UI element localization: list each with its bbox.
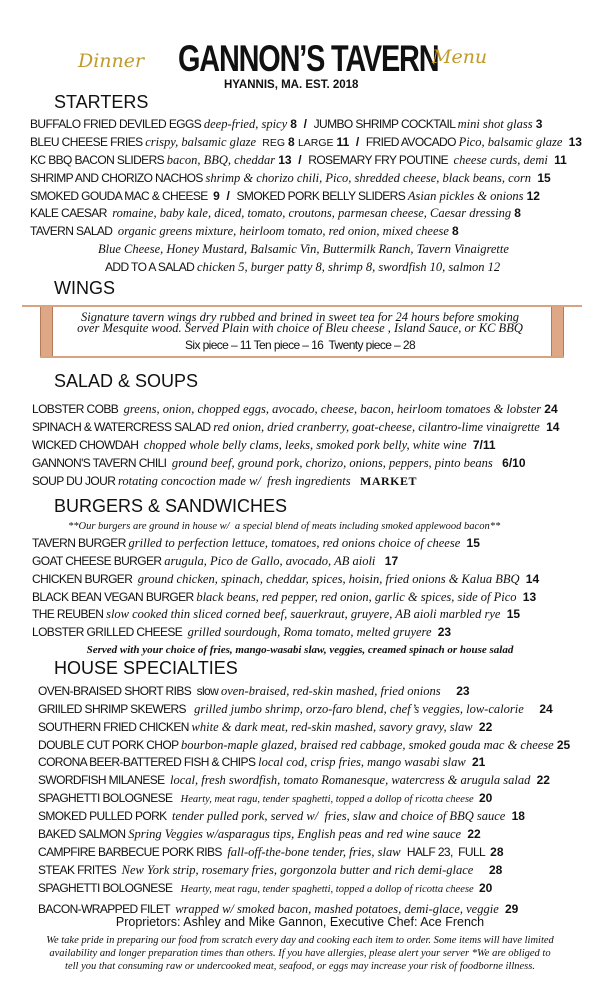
item-price: 13 /	[278, 153, 309, 167]
item-price: 22	[467, 827, 481, 841]
item-description: Blue Cheese, Honey Mustard, Balsamic Vin, Buttermilk Ranch, Tavern Vinaigrette	[98, 242, 509, 256]
item-price: 22	[478, 720, 493, 734]
item-description: red onion, dried cranberry, goat-cheese, cilantro-lime vinaigrette	[213, 420, 547, 434]
item-name: HALF 23, FULL	[406, 845, 491, 859]
item-name: WICKED CHOWDAH	[32, 438, 144, 452]
item-name: STEAK FRITES	[38, 863, 122, 877]
item-description: tender pulled pork, served w/ fries, slaw and choice of BBQ sauce	[172, 809, 512, 823]
item-price: 22	[536, 773, 550, 787]
item-description: local cod, crisp fries, mango wasabi slaw	[258, 755, 472, 769]
specialties-line	[38, 881, 492, 897]
item-price: 17	[384, 554, 399, 568]
item-description: fall-off-the-bone tender, fries, slaw	[227, 845, 407, 859]
wings-box-top	[22, 305, 582, 307]
item-price: 14	[525, 572, 540, 586]
specialties-line	[38, 720, 492, 734]
item-name: SPAGHETTI BOLOGNESE	[38, 791, 181, 805]
item-price: 8 /	[290, 117, 314, 131]
specialties-line	[38, 809, 525, 823]
specialties-line	[38, 755, 485, 769]
item-name: ADD TO A SALAD	[105, 260, 197, 274]
specialties-line	[38, 773, 550, 787]
item-price: 24	[539, 702, 553, 716]
item-price: 8	[287, 135, 298, 149]
specialties-line	[38, 702, 553, 716]
item-price: 18	[511, 809, 525, 823]
item-description: white & dark meat, red-skin mashed, savory gravy, slaw	[191, 720, 479, 734]
salads-line	[32, 420, 559, 434]
item-description: chicken 5, burger patty 8, shrimp 8, swordfish 10, salmon 12	[196, 260, 501, 274]
item-description: wrapped w/ smoked bacon, mashed potatoes, demi-glace, veggie	[175, 902, 505, 916]
item-description: Pico, balsamic glaze	[458, 135, 569, 149]
starters-line	[30, 135, 582, 150]
heading-house-specialties: HOUSE SPECIALTIES	[54, 658, 238, 678]
burgers-line	[32, 625, 451, 639]
notice-line: tell you that consuming raw or undercooked meat, seafood, or eggs may increase your risk of foodborne illness.	[65, 961, 535, 972]
size-label: LARGE	[297, 137, 337, 149]
item-name: GANNON'S TAVERN CHILI	[32, 456, 172, 470]
item-name: CHICKEN BURGER	[32, 572, 138, 586]
item-description: shrimp & chorizo chili, Pico, shredded cheese, black beans, corn	[205, 171, 538, 185]
item-name: GRIILED SHRIMP SKEWERS	[38, 702, 195, 716]
burgers-line	[0, 642, 600, 657]
item-description: crispy, balsamic glaze	[145, 135, 263, 149]
item-name: KALE CAESAR	[30, 206, 113, 220]
starters-line	[98, 242, 509, 256]
item-price: 21	[472, 755, 486, 769]
market-price: MARKET	[360, 474, 417, 488]
item-price: 9 /	[213, 189, 237, 203]
dinner-label: Dinner	[78, 50, 145, 72]
salads-line	[32, 456, 526, 470]
item-price: 28	[490, 845, 504, 859]
notice-line: availability and longer preparation times than others. If you have allergies, please alert your server *We are obliged to	[49, 948, 551, 959]
item-price: 23	[456, 684, 470, 698]
starters-line	[30, 206, 521, 220]
item-name: LOBSTER GRILLED CHEESE	[32, 625, 188, 639]
note-text: Hearty, meat ragu, tender spaghetti, topped a dollop of ricotta cheese	[180, 794, 479, 805]
item-price: 25	[556, 738, 571, 752]
item-price: 8	[452, 224, 459, 238]
item-description: ground chicken, spinach, cheddar, spices, hoisin, fried onions & Kalua BBQ	[137, 572, 526, 586]
heading-burgers: BURGERS & SANDWICHES	[54, 496, 288, 516]
starters-line	[30, 153, 567, 167]
item-price: 13	[568, 135, 582, 149]
item-name: SPINACH & WATERCRESS SALAD	[32, 420, 214, 434]
item-price: 20	[478, 881, 493, 895]
starters-line	[30, 189, 540, 203]
item-name: SPAGHETTI BOLOGNESE	[38, 881, 181, 895]
item-name: JUMBO SHRIMP COCKTAIL	[313, 117, 458, 131]
note-text: Hearty, meat ragu, tender spaghetti, topped a dollop of ricotta cheese	[180, 884, 479, 895]
item-name: SOUTHERN FRIED CHICKEN	[38, 720, 192, 734]
burgers-line	[32, 536, 480, 550]
item-name: GOAT CHEESE BURGER	[32, 554, 165, 568]
specialties-line	[38, 845, 504, 859]
starters-line	[30, 224, 459, 238]
notice-line: We take pride in preparing our food from scratch every day and cooking each item to order. Some items will have limited	[46, 935, 554, 946]
salads-line	[32, 438, 496, 452]
menu-label: Menu	[432, 46, 488, 68]
item-name: CAMPFIRE BARBECUE PORK RIBS	[38, 845, 228, 859]
item-price: 20	[478, 791, 493, 805]
item-name: SMOKED GOUDA MAC & CHEESE	[30, 189, 214, 203]
burgers-line	[32, 607, 520, 621]
sides-note: Served with your choice of fries, mango-wasabi slaw, veggies, creamed spinach or house salad	[86, 644, 514, 656]
wings-line	[0, 338, 600, 352]
wings-line	[0, 321, 600, 335]
item-name: BLACK BEAN VEGAN BURGER	[32, 590, 197, 604]
item-price: 28	[488, 863, 503, 877]
item-description: grilled jumbo shrimp, orzo-faro blend, chef’s veggies, low-calorie	[194, 702, 540, 716]
item-name: SOUP DU JOUR	[32, 474, 118, 488]
item-name: Six piece – 11 Ten piece – 16 Twenty piece – 28	[184, 338, 416, 352]
starters-line	[105, 260, 500, 274]
item-name: CORONA BEER-BATTERED FISH & CHIPS	[38, 755, 259, 769]
item-price: 12	[526, 189, 540, 203]
item-price: 29	[505, 902, 519, 916]
item-name: THE REUBEN	[32, 607, 107, 621]
item-name: SMOKED PULLED PORK	[38, 809, 173, 823]
item-name: BLEU CHEESE FRIES	[30, 135, 146, 149]
item-name: SMOKED PORK BELLY SLIDERS	[236, 189, 408, 203]
item-description: rotating concoction made w/ fresh ingredients	[118, 474, 360, 488]
item-price: 15	[506, 607, 521, 621]
item-price: 15	[466, 536, 480, 550]
item-price: 11	[554, 153, 567, 167]
starters-line	[30, 171, 551, 185]
item-price: 8	[514, 206, 521, 220]
item-description: grilled sourdough, Roma tomato, melted gruyere	[187, 625, 438, 639]
item-description: deep-fried, spicy	[203, 117, 291, 131]
item-price: 24	[544, 402, 558, 416]
item-name: BUFFALO FRIED DEVILED EGGS	[30, 117, 204, 131]
item-price: 23	[437, 625, 452, 639]
item-price: 13	[522, 590, 537, 604]
burgers-line	[32, 590, 536, 604]
note-text: **Our burgers are ground in house w/ a special blend of meats including smoked applewood bacon**	[68, 521, 501, 532]
item-name: KC BBQ BACON SLIDERS	[30, 153, 167, 167]
item-name: SHRIMP AND CHORIZO NACHOS	[30, 171, 206, 185]
proprietors: Proprietors: Ashley and Mike Gannon, Executive Chef: Ace French	[115, 915, 485, 929]
wings-box-bottom	[40, 356, 564, 358]
heading-wings: WINGS	[54, 278, 115, 298]
item-description: Spring Veggies w/asparagus tips, English peas and red wine sauce	[128, 827, 468, 841]
size-label: REG	[262, 137, 288, 149]
item-price: 7/11	[472, 438, 496, 452]
heading-salad-soups: SALAD & SOUPS	[54, 371, 199, 391]
specialties-line	[38, 902, 518, 916]
starters-line	[30, 117, 542, 131]
salads-line	[32, 402, 558, 416]
item-description: Asian pickles & onions	[407, 189, 527, 203]
restaurant-title: GANNON’S TAVERN	[178, 38, 439, 79]
item-description: greens, onion, chopped eggs, avocado, cheese, bacon, heirloom tomatoes & lobster	[123, 402, 545, 416]
item-description: bourbon-maple glazed, braised red cabbage, smoked gouda mac & cheese	[181, 738, 557, 752]
item-description: mini shot glass	[457, 117, 536, 131]
burgers-line	[68, 518, 500, 534]
item-description: grilled to perfection lettuce, tomatoes, red onions choice of cheese	[128, 536, 467, 550]
item-name: TAVERN BURGER	[32, 536, 129, 550]
burgers-line	[32, 554, 398, 568]
item-name: FRIED AVOCADO	[365, 135, 459, 149]
heading-starters: STARTERS	[54, 92, 149, 112]
item-name: SWORDFISH MILANESE	[38, 773, 171, 787]
item-description: New York strip, rosemary fries, gorgonzola butter and rich demi-glace	[121, 863, 489, 877]
item-description: romaine, baby kale, diced, tomato, croutons, parmesan cheese, Caesar dressing	[112, 206, 515, 220]
item-description: arugula, Pico de Gallo, avocado, AB aioli	[164, 554, 385, 568]
specialties-line	[38, 863, 502, 877]
item-description: organic greens mixture, heirloom tomato, red onion, mixed cheese	[117, 224, 453, 238]
item-price: 11 /	[336, 135, 366, 149]
item-description: oven-braised, red-skin mashed, fried onions	[220, 684, 457, 698]
item-description: slow cooked thin sliced corned beef, sauerkraut, gruyere, AB aioli marbled rye	[106, 607, 507, 621]
item-description: ground beef, ground pork, chorizo, onions, peppers, pinto beans	[171, 456, 503, 470]
item-description: chopped whole belly clams, leeks, smoked pork belly, white wine	[143, 438, 473, 452]
item-description: bacon, BBQ, cheddar	[166, 153, 279, 167]
item-name: OVEN-BRAISED SHORT RIBS slow	[38, 684, 221, 698]
item-description: over Mesquite wood. Served Plain with choice of Bleu cheese , Island Sauce, or KC BBQ	[77, 321, 523, 335]
specialties-line	[38, 684, 470, 698]
burgers-line	[32, 572, 539, 586]
item-description: black beans, red pepper, red onion, garlic & spices, side of Pico	[196, 590, 523, 604]
specialties-line	[38, 827, 481, 841]
specialties-line	[38, 791, 492, 807]
item-description: local, fresh swordfish, tomato Romanesque, watercress & arugula salad	[170, 773, 537, 787]
item-name: LOBSTER COBB	[32, 402, 124, 416]
item-name: DOUBLE CUT PORK CHOP	[38, 738, 181, 752]
restaurant-subtitle: HYANNIS, MA. EST. 2018	[224, 79, 359, 91]
item-name: BACON-WRAPPED FILET	[38, 902, 176, 916]
item-name: TAVERN SALAD	[30, 224, 118, 238]
item-price: 14	[546, 420, 560, 434]
item-price: 15	[537, 171, 551, 185]
item-price: 6/10	[502, 456, 526, 470]
salads-line	[32, 474, 417, 488]
item-name: BAKED SALMON	[38, 827, 129, 841]
specialties-line	[38, 738, 570, 752]
item-name: ROSEMARY FRY POUTINE	[308, 153, 454, 167]
item-price: 3	[535, 117, 543, 131]
item-description: Signature tavern wings dry rubbed and brined in sweet tea for 24 hours before smoking	[81, 310, 519, 324]
item-description: cheese curds, demi	[453, 153, 555, 167]
